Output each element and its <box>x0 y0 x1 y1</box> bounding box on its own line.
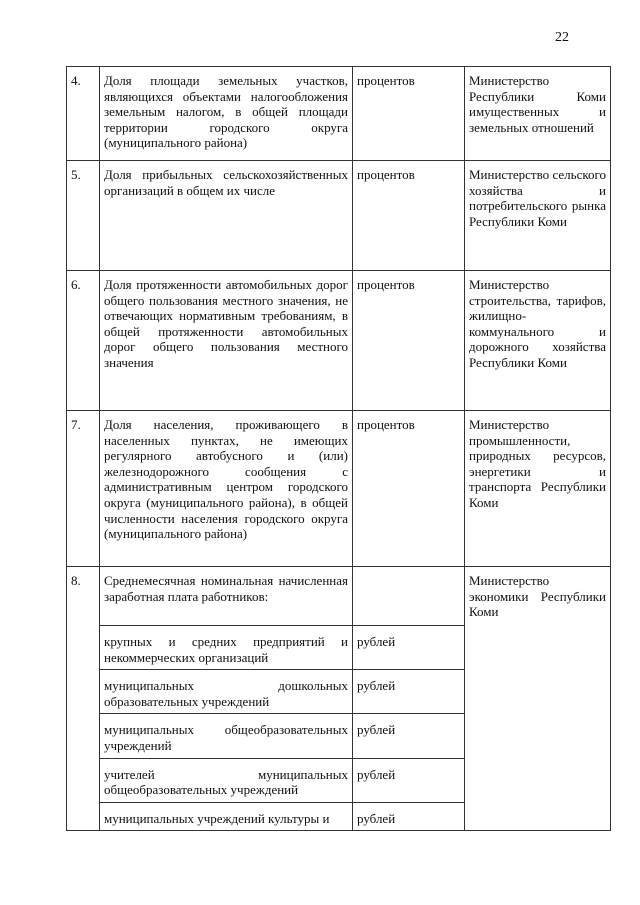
unit-cell <box>353 567 465 626</box>
table-row <box>67 567 611 626</box>
indicator-description: муниципальных дошкольных образовательных учреждений <box>100 670 353 714</box>
indicator-description: Доля населения, проживающего в населенных пунктах, не имеющих регулярного автобусного и (или) железнодорожного сообщения с административным центром городского округа (муниципального района), в общей численности населения городского округа (муниципального района) <box>100 411 353 567</box>
unit-cell: рублей <box>353 670 465 714</box>
unit-cell: процентов <box>353 271 465 411</box>
unit-cell: рублей <box>353 802 465 831</box>
ministry-cell: Министерство строительства, тарифов, жилищно-коммунального и дорожного хозяйства Республики Коми <box>465 271 611 411</box>
table-row <box>67 271 611 411</box>
indicator-description: муниципальных общеобразовательных учреждений <box>100 714 353 758</box>
ministry-cell: Министерство сельского хозяйства и потребительского рынка Республики Коми <box>465 161 611 271</box>
indicator-description: Доля прибыльных сельскохозяйственных организаций в общем их числе <box>100 161 353 271</box>
ministry-cell: Министерство экономики Республики Коми <box>465 567 611 831</box>
indicator-description: учителей муниципальных общеобразовательных учреждений <box>100 758 353 802</box>
row-number: 8. <box>67 567 100 831</box>
table-row <box>67 411 611 567</box>
page-number: 22 <box>555 30 569 45</box>
unit-cell: процентов <box>353 161 465 271</box>
ministry-cell: Министерство промышленности, природных ресурсов, энергетики и транспорта Республики Коми <box>465 411 611 567</box>
indicators-table <box>66 66 611 831</box>
indicator-description: крупных и средних предприятий и некоммерческих организаций <box>100 626 353 670</box>
ministry-cell: Министерство Республики Коми имущественных и земельных отношений <box>465 67 611 161</box>
unit-cell: процентов <box>353 67 465 161</box>
indicator-description: Доля площади земельных участков, являющихся объектами налогообложения земельным налогом, в общей площади территории городского округа (муниципального района) <box>100 67 353 161</box>
unit-cell: рублей <box>353 626 465 670</box>
row-number: 6. <box>67 271 100 411</box>
indicator-description: Среднемесячная номинальная начисленная заработная плата работников: <box>100 567 353 626</box>
row-number: 7. <box>67 411 100 567</box>
row-number: 4. <box>67 67 100 161</box>
table-row <box>67 161 611 271</box>
indicator-description: муниципальных учреждений культуры и <box>100 802 353 831</box>
unit-cell: рублей <box>353 714 465 758</box>
unit-cell: процентов <box>353 411 465 567</box>
table-row <box>67 67 611 161</box>
indicator-description: Доля протяженности автомобильных дорог общего пользования местного значения, не отвечающих нормативным требованиям, в общей протяженности автомобильных дорог общего пользования местного значения <box>100 271 353 411</box>
row-number: 5. <box>67 161 100 271</box>
unit-cell: рублей <box>353 758 465 802</box>
